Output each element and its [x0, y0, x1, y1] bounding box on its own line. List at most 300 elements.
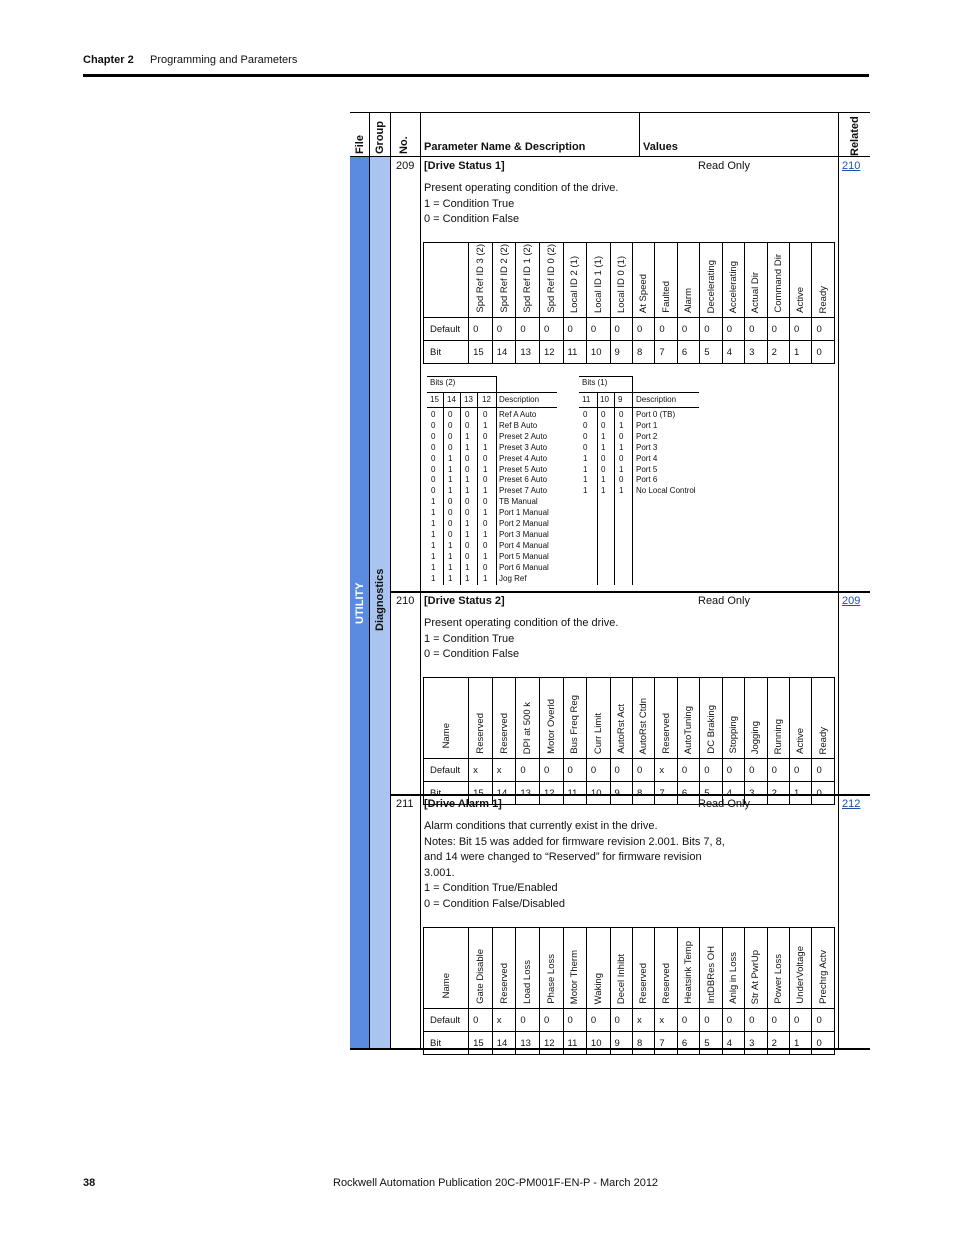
row-bit-value: 1 — [583, 464, 588, 474]
row-bit-value: 0 — [483, 475, 488, 485]
col-head: 11 — [582, 395, 591, 404]
row-bit-value: 0 — [601, 420, 606, 430]
row-bit-value: 1 — [431, 551, 436, 561]
row-bit-value: 0 — [465, 497, 470, 507]
default-value: 0 — [767, 318, 789, 341]
local-description-column — [636, 410, 696, 497]
row-bit-value: 0 — [583, 410, 588, 419]
bit-number: 14 — [492, 341, 516, 364]
bit-number: 12 — [539, 1032, 563, 1055]
bit-number: 11 — [563, 1032, 586, 1055]
row-bit-value: 1 — [431, 519, 436, 529]
default-value: 0 — [563, 759, 586, 782]
row-description: Port 2 — [636, 431, 658, 441]
row-bit-value: 1 — [583, 475, 588, 485]
default-value: 0 — [539, 318, 563, 341]
desc-line: Present operating condition of the drive. — [424, 617, 619, 629]
bit-name: Waking — [592, 972, 604, 1004]
row-description: Preset 4 Auto — [499, 453, 548, 463]
bit-name: Spd Ref ID 1 (2) — [522, 244, 534, 313]
row-bit-value: 0 — [431, 453, 436, 463]
bit-label: Bit — [424, 341, 469, 364]
param-name: [Drive Status 1] — [424, 160, 505, 172]
bit-name: Reserved — [498, 963, 510, 1004]
row-bit-value: 1 — [583, 453, 588, 463]
default-value: 0 — [469, 1009, 493, 1032]
bit-number: 7 — [655, 1032, 677, 1055]
name-label: Name — [440, 722, 452, 748]
default-value: 0 — [610, 759, 632, 782]
default-value: 0 — [790, 759, 812, 782]
row-bit-value: 1 — [448, 453, 453, 463]
bit-number: 5 — [700, 782, 722, 805]
bit-number: 3 — [745, 782, 767, 805]
col-divider — [390, 112, 391, 1048]
publication-info: Rockwell Automation Publication 20C-PM001F-EN-P - March 2012 — [333, 1177, 659, 1189]
bit-name: Prechrg Actv — [817, 950, 829, 1004]
ref-description-column — [499, 410, 549, 585]
col-head: 9 — [618, 395, 623, 404]
row-bit-value: 0 — [619, 453, 624, 463]
row-bit-value: 1 — [583, 486, 588, 496]
desc-head: Description — [636, 395, 677, 404]
row-bit-value: 1 — [448, 540, 453, 550]
bit-number: 6 — [677, 341, 699, 364]
row-description: Port 3 — [636, 442, 658, 452]
bit-number: 3 — [745, 341, 767, 364]
row-bit-value: 1 — [431, 540, 436, 550]
row-bit-value: 0 — [431, 475, 436, 485]
group-label: Diagnostics — [374, 568, 386, 631]
row-bit-value: 1 — [601, 486, 606, 496]
row-description: Port 4 — [636, 453, 658, 463]
default-value: 0 — [812, 1009, 835, 1032]
bit-number: 14 — [492, 782, 516, 805]
default-value: 0 — [516, 759, 540, 782]
header-no: No. — [398, 136, 410, 154]
row-bit-value: 1 — [619, 486, 624, 496]
row-description: Port 2 Manual — [499, 519, 549, 529]
header-group: Group — [374, 121, 386, 154]
subtable-divider — [460, 392, 461, 585]
row-bit-value: 0 — [583, 420, 588, 430]
bit-number: 10 — [586, 1032, 610, 1055]
bit-number: 8 — [632, 782, 654, 805]
row-description: Port 1 Manual — [499, 508, 549, 518]
bit-name: Curr Limit — [592, 712, 604, 754]
bit-name: Ready — [817, 285, 829, 313]
bits-label: Bits (2) — [430, 378, 456, 387]
bit-name: Spd Ref ID 2 (2) — [498, 244, 510, 313]
row-bit-value: 1 — [483, 551, 488, 561]
col-head: 10 — [600, 395, 609, 404]
bit-name: DC Braking — [705, 705, 717, 754]
bit-number: 11 — [563, 782, 586, 805]
row-bit-value: 1 — [448, 486, 453, 496]
row-description: Port 3 Manual — [499, 529, 549, 539]
bit-name: Local ID 2 (1) — [569, 255, 581, 313]
bit-name: DPI at 500 k — [522, 701, 534, 754]
bit-number: 1 — [790, 1032, 812, 1055]
bit-name: Spd Ref ID 3 (2) — [474, 244, 486, 313]
desc-line: 1 = Condition True — [424, 197, 515, 210]
row-bit-value: 0 — [601, 453, 606, 463]
subtable-divider — [477, 392, 478, 585]
bit-name: Str At PwrUp — [750, 949, 762, 1004]
param-value: Read Only — [698, 595, 750, 607]
bit-name: Reserved — [660, 713, 672, 754]
bit-name: Ready — [817, 726, 829, 754]
name-label: Name — [440, 972, 452, 998]
default-value: 0 — [812, 759, 835, 782]
default-value: 0 — [790, 318, 812, 341]
bit-number: 9 — [610, 1032, 632, 1055]
subtable-rule — [579, 376, 632, 377]
bit-name: Jogging — [750, 720, 762, 754]
default-value: 0 — [700, 318, 722, 341]
row-description: Port 6 Manual — [499, 562, 549, 572]
bit-number: 7 — [655, 341, 677, 364]
row-bit-value: 0 — [619, 410, 624, 419]
bit-number: 3 — [745, 1032, 767, 1055]
bit-number: 13 — [516, 782, 540, 805]
desc-line: 0 = Condition False — [424, 213, 520, 225]
row-bit-value: 1 — [431, 573, 436, 583]
ref-bit-column — [483, 410, 487, 585]
row-bit-value: 1 — [601, 442, 606, 452]
bit-table — [423, 927, 835, 1055]
row-bit-value: 1 — [448, 551, 453, 561]
default-value: 0 — [700, 759, 722, 782]
default-label: Default — [424, 1009, 469, 1032]
bit-name: Local ID 1 (1) — [592, 255, 604, 313]
row-bit-value: 1 — [431, 508, 436, 518]
bit-name: Gate Disable — [474, 949, 486, 1004]
param-number: 209 — [396, 160, 415, 172]
row-bit-value: 0 — [583, 442, 588, 452]
bit-number: 0 — [812, 782, 835, 805]
subtable-rule — [427, 376, 497, 377]
row-bit-value: 1 — [483, 529, 488, 539]
ref-bit-column — [431, 410, 435, 585]
bit-number: 15 — [469, 1032, 493, 1055]
row-bit-value: 0 — [431, 486, 436, 496]
subtable-divider — [614, 392, 615, 585]
row-bit-value: 0 — [448, 519, 453, 529]
header-name: Parameter Name & Description — [424, 141, 586, 153]
col-divider — [369, 112, 370, 1048]
bit-name: Power Loss — [772, 954, 784, 1004]
row-bit-value: 1 — [465, 442, 470, 452]
row-bit-value: 1 — [619, 464, 624, 474]
default-value: 0 — [790, 1009, 812, 1032]
row-bit-value: 0 — [465, 410, 470, 419]
bit-number: 5 — [700, 341, 722, 364]
default-value: 0 — [610, 1009, 632, 1032]
param-separator — [390, 591, 870, 593]
default-value: 0 — [586, 318, 610, 341]
bit-name: Running — [772, 718, 784, 754]
local-bit-column — [583, 410, 587, 497]
default-value: 0 — [492, 318, 516, 341]
local-bit-column — [601, 410, 605, 497]
row-bit-value: 1 — [448, 573, 453, 583]
bit-name: Reserved — [660, 963, 672, 1004]
row-bit-value: 1 — [601, 475, 606, 485]
row-bit-value: 1 — [448, 475, 453, 485]
bit-number: 10 — [586, 341, 610, 364]
default-value: 0 — [722, 318, 744, 341]
bit-number: 0 — [812, 341, 835, 364]
param-number: 210 — [396, 595, 415, 607]
col-head: 13 — [464, 395, 473, 404]
bit-name: Alarm — [683, 288, 695, 313]
desc-line: and 14 were changed to “Reserved” for firmware revision — [424, 851, 702, 863]
row-bit-value: 0 — [431, 420, 436, 430]
desc-line: 1 = Condition True/Enabled — [424, 882, 558, 894]
row-bit-value: 0 — [465, 508, 470, 518]
default-value: x — [492, 1009, 516, 1032]
default-value: 0 — [469, 318, 493, 341]
bit-label: Bit — [424, 1032, 469, 1055]
desc-line: Alarm conditions that currently exist in the drive. — [424, 820, 658, 832]
row-description: Ref B Auto — [499, 420, 538, 430]
row-bit-value: 0 — [465, 453, 470, 463]
bit-name: Reserved — [474, 713, 486, 754]
bit-label: Bit — [424, 782, 469, 805]
desc-line: 0 = Condition False/Disabled — [424, 897, 565, 910]
row-bit-value: 1 — [465, 573, 470, 583]
row-bit-value: 1 — [465, 562, 470, 572]
col-head: 15 — [430, 395, 439, 404]
row-description: Port 5 — [636, 464, 658, 474]
desc-head: Description — [499, 395, 540, 404]
row-bit-value: 0 — [431, 464, 436, 474]
desc-line: Present operating condition of the drive. — [424, 182, 619, 194]
bit-name: UnderVoltage — [795, 946, 807, 1004]
related-link[interactable]: 209 — [842, 595, 861, 607]
default-value: 0 — [655, 318, 677, 341]
default-value: 0 — [745, 1009, 767, 1032]
default-value: 0 — [677, 759, 699, 782]
desc-line: 0 = Condition False — [424, 648, 520, 660]
subtable-rule — [427, 392, 557, 393]
default-value: 0 — [632, 318, 654, 341]
bit-number: 5 — [700, 1032, 722, 1055]
param-number: 211 — [396, 798, 414, 810]
subtable-divider — [443, 392, 444, 585]
row-bit-value: 1 — [483, 420, 488, 430]
default-value: 0 — [539, 759, 563, 782]
bit-number: 12 — [539, 341, 563, 364]
col-divider — [639, 112, 640, 156]
bit-number: 8 — [632, 341, 654, 364]
bit-number: 13 — [516, 1032, 540, 1055]
row-bit-value: 0 — [483, 540, 488, 550]
bit-number: 1 — [790, 782, 812, 805]
default-value: x — [632, 1009, 654, 1032]
default-value: 0 — [745, 759, 767, 782]
default-value: x — [655, 759, 677, 782]
bit-number: 15 — [469, 782, 493, 805]
default-value: 0 — [722, 759, 744, 782]
default-value: 0 — [610, 318, 632, 341]
bit-number: 14 — [492, 1032, 516, 1055]
default-value: 0 — [700, 1009, 722, 1032]
header-related: Related — [849, 116, 861, 156]
row-description: Port 0 (TB) — [636, 410, 676, 419]
row-bit-value: 1 — [465, 519, 470, 529]
bit-name: Decel Inhibt — [615, 953, 627, 1004]
default-value: 0 — [722, 1009, 744, 1032]
subtable-divider — [632, 376, 633, 585]
bit-number: 7 — [655, 782, 677, 805]
default-value: 0 — [812, 318, 835, 341]
row-bit-value: 0 — [465, 540, 470, 550]
param-value: Read Only — [698, 798, 750, 810]
row-description: Port 4 Manual — [499, 540, 549, 550]
row-bit-value: 1 — [601, 431, 606, 441]
bit-number: 4 — [722, 1032, 744, 1055]
related-link[interactable]: 212 — [842, 798, 861, 810]
default-label: Default — [424, 318, 469, 341]
row-description: Ref A Auto — [499, 410, 537, 419]
row-bit-value: 0 — [431, 410, 436, 419]
param-value: Read Only — [698, 160, 750, 172]
related-link[interactable]: 210 — [842, 160, 861, 172]
table-header-rule — [350, 156, 870, 157]
bit-number: 12 — [539, 782, 563, 805]
row-bit-value: 0 — [483, 562, 488, 572]
default-value: 0 — [563, 318, 586, 341]
chapter-title: Programming and Parameters — [150, 54, 298, 66]
default-value: 0 — [516, 318, 540, 341]
row-description: Jog Ref — [499, 573, 527, 583]
bit-number: 15 — [469, 341, 493, 364]
bit-name: At Speed — [638, 273, 650, 313]
header-file: File — [354, 135, 366, 154]
row-bit-value: 0 — [448, 420, 453, 430]
bit-name: Active — [795, 728, 807, 754]
file-label: UTILITY — [354, 582, 366, 624]
bit-name: AutoRst Ctdn — [638, 697, 650, 754]
col-head: 12 — [482, 395, 491, 404]
bit-name: Accelerating — [727, 260, 739, 313]
row-bit-value: 1 — [465, 431, 470, 441]
subtable-rule — [427, 407, 557, 408]
bits-label: Bits (1) — [582, 378, 608, 387]
row-bit-value: 1 — [483, 486, 488, 496]
row-bit-value: 0 — [431, 431, 436, 441]
row-bit-value: 0 — [619, 431, 624, 441]
desc-line: 1 = Condition True — [424, 632, 515, 645]
bit-number: 8 — [632, 1032, 654, 1055]
bit-number: 6 — [677, 782, 699, 805]
ref-bit-column — [448, 410, 452, 585]
row-bit-value: 1 — [483, 464, 488, 474]
bit-name: Load Loss — [522, 960, 534, 1004]
chapter-label: Chapter 2 — [83, 54, 134, 66]
bit-number: 2 — [767, 782, 789, 805]
row-bit-value: 1 — [483, 508, 488, 518]
subtable-divider — [496, 376, 497, 585]
bit-name: Spd Ref ID 0 (2) — [545, 244, 557, 313]
row-bit-value: 1 — [448, 464, 453, 474]
row-bit-value: 0 — [483, 519, 488, 529]
default-value: 0 — [745, 318, 767, 341]
bit-name: Active — [795, 287, 807, 313]
col-divider — [838, 112, 839, 1048]
desc-line: Notes: Bit 15 was added for firmware revision 2.001. Bits 7, 8, — [424, 835, 725, 848]
default-value: 0 — [677, 1009, 699, 1032]
row-description: Port 6 — [636, 475, 658, 485]
bit-name: AutoRst Act — [615, 704, 627, 754]
bit-name: Motor Therm — [569, 949, 581, 1004]
default-value: 0 — [586, 1009, 610, 1032]
bit-number: 13 — [516, 341, 540, 364]
row-bit-value: 0 — [448, 529, 453, 539]
row-description: TB Manual — [499, 497, 538, 507]
row-bit-value: 0 — [583, 431, 588, 441]
bit-table — [423, 242, 835, 364]
bit-name: Reserved — [638, 963, 650, 1004]
param-description — [424, 616, 618, 663]
row-bit-value: 0 — [448, 497, 453, 507]
bit-name: Phase Loss — [545, 954, 557, 1004]
param-name: [Drive Alarm 1] — [424, 798, 502, 810]
bit-number: 6 — [677, 1032, 699, 1055]
row-bit-value: 1 — [483, 573, 488, 583]
bit-name: Anlg in Loss — [727, 952, 739, 1004]
row-bit-value: 1 — [619, 442, 624, 452]
row-bit-value: 0 — [448, 431, 453, 441]
row-bit-value: 0 — [483, 410, 488, 419]
default-value: x — [492, 759, 516, 782]
default-value: 0 — [767, 759, 789, 782]
row-bit-value: 0 — [483, 453, 488, 463]
local-bit-column — [619, 410, 623, 497]
row-bit-value: 0 — [483, 431, 488, 441]
row-description: Port 5 Manual — [499, 551, 549, 561]
row-bit-value: 1 — [448, 562, 453, 572]
row-bit-value: 1 — [431, 497, 436, 507]
row-bit-value: 0 — [465, 551, 470, 561]
param-description — [424, 819, 725, 912]
bit-number: 9 — [610, 341, 632, 364]
bit-name: AutoTuning — [683, 705, 695, 754]
bit-number: 2 — [767, 1032, 789, 1055]
default-value: 0 — [516, 1009, 540, 1032]
bit-number: 4 — [722, 782, 744, 805]
row-bit-value: 0 — [483, 497, 488, 507]
bit-name: Motor Overld — [545, 699, 557, 754]
bit-number: 0 — [812, 1032, 835, 1055]
default-value: 0 — [586, 759, 610, 782]
default-value: 0 — [563, 1009, 586, 1032]
desc-line: 3.001. — [424, 866, 455, 879]
param-description — [424, 181, 618, 228]
row-bit-value: 1 — [431, 529, 436, 539]
row-bit-value: 0 — [465, 420, 470, 430]
row-description: Port 1 — [636, 420, 658, 430]
bit-name: Decelerating — [705, 259, 717, 313]
row-bit-value: 0 — [448, 508, 453, 518]
row-bit-value: 0 — [601, 464, 606, 474]
row-bit-value: 0 — [465, 464, 470, 474]
page-number: 38 — [83, 1177, 96, 1189]
subtable-divider — [597, 392, 598, 585]
row-bit-value: 1 — [483, 442, 488, 452]
